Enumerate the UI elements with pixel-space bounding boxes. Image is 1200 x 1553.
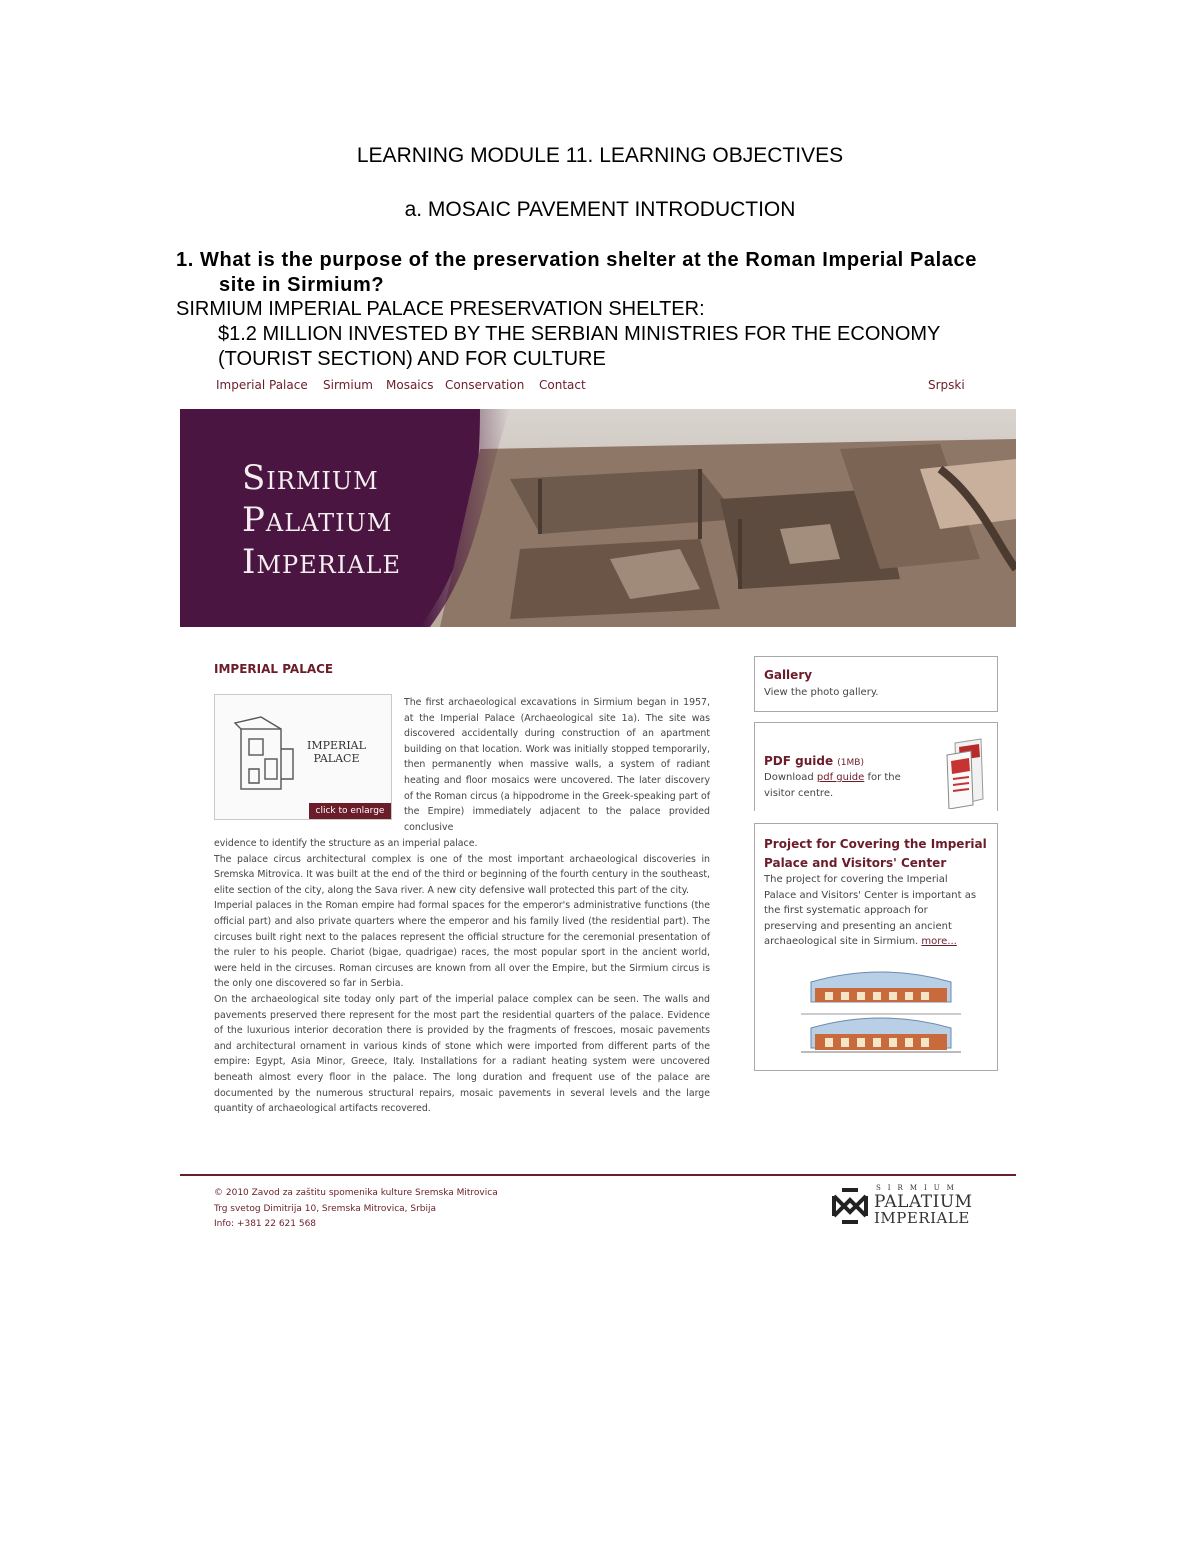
banner-title-line-1: Sirmium <box>242 458 379 498</box>
footer-info: Info: +381 22 621 568 <box>214 1219 317 1229</box>
pdf-text-line-2: visitor centre. <box>764 788 834 799</box>
pdf-guide-text <box>764 770 914 802</box>
shelter-heading: SIRMIUM IMPERIAL PALACE PRESERVATION SHELTER: <box>176 298 705 320</box>
article-heading: IMPERIAL PALACE <box>214 662 334 676</box>
pdf-text-before: Download <box>764 772 814 783</box>
gallery-title[interactable]: Gallery <box>764 668 813 682</box>
footer-copyright: © 2010 Zavod za zaštitu spomenika kulture Sremska Mitrovica <box>214 1188 498 1198</box>
knot-emblem-icon <box>830 1186 870 1226</box>
article-paragraph: Imperial palaces in the Roman empire had formal spaces for the emperor's administrative functions (the official part) and also private quarters where the emperor and his family lived (the residential part). The circuses built right next to the palaces represent the official structure for the ceremonial presentation of the ruler to his people. Chariot (bigae, quadrigae) races, the most popular sport in the ancient world, were held in the circuses. Roman circuses are known from all over the Empire, but the Sirmium circus is the only one discovered so far in Serbia. <box>214 900 710 990</box>
project-text-line: archaeological site in Sirmium. <box>764 936 919 947</box>
thumb-label-line-1: IMPERIAL <box>307 739 366 752</box>
site-navigation <box>216 378 966 398</box>
nav-conservation[interactable]: Conservation <box>445 378 525 392</box>
logo-imperiale: IMPERIALE <box>874 1209 970 1227</box>
project-text <box>764 872 990 950</box>
banner-title-line-2: Palatium <box>242 500 393 540</box>
logo-sirmium: SIRMIUM <box>876 1184 961 1192</box>
question <box>176 248 1016 298</box>
article-paragraph: evidence to identify the structure as an imperial palace. <box>214 838 478 849</box>
nav-mosaics[interactable]: Mosaics <box>386 378 434 392</box>
article-body <box>214 836 710 1117</box>
project-title[interactable] <box>764 835 987 873</box>
click-to-enlarge-button[interactable]: click to enlarge <box>309 803 391 819</box>
article-lead-paragraph: The first archaeological excavations in Sirmium began in 1957, at the Imperial Palace (Archaeological site 1a). The site was discovered accidentally during construction of an apartment building on that location. Work was initially stopped temporarily, then permanently when massive walls, a system of radiant heating and floor mosaics were uncovered. The later discovery of the Roman circus (a hippodrome in the Greek-speaking part of the Empire) immediately adjacent to the palace provided conclusive <box>404 697 710 833</box>
project-title-line-1[interactable]: Project for Covering the Imperial <box>764 837 987 851</box>
logo-palatium: PALATIUM <box>874 1192 973 1212</box>
site-banner <box>180 409 1016 627</box>
palace-plan-thumbnail[interactable] <box>214 694 392 820</box>
nav-sirmium[interactable]: Sirmium <box>323 378 373 392</box>
banner-title-line-3: Imperiale <box>242 542 402 582</box>
document-title: LEARNING MODULE 11. LEARNING OBJECTIVES <box>356 144 844 167</box>
footer-divider <box>180 1174 1016 1176</box>
footer-text <box>214 1186 498 1233</box>
project-text-line: preserving and presenting an ancient <box>764 920 952 932</box>
article-paragraph: The palace circus architectural complex is one of the most important archaeological discoveries in Sremska Mitrovica. It was built at the end of the third or beginning of the fourth century in the southeast, elite section of the city, along the Sava river. A new city defensive wall protected this part of the city. <box>214 853 710 896</box>
nav-contact[interactable]: Contact <box>539 378 586 392</box>
pdf-guide-link[interactable]: pdf guide <box>816 772 865 783</box>
question-line-2: site in Sirmium? <box>219 274 385 296</box>
pdf-guide-title <box>764 754 864 768</box>
palatium-logo <box>830 1184 973 1228</box>
article-paragraph: On the archaeological site today only part of the imperial palace complex can be seen. The walls and pavements preserved there represent for the most part the residential quarters of the palace. Evidence of the luxurious interior decoration there is provided by the fragments of frescoes, mosaic pavements and architectural ornament in various kinds of stone which were imported from different parts of the empire: Egypt, Asia Minor, Greece, Italy. Installations for a radiant heating system were uncovered beneath almost every floor in the palace. The long duration and frequent use of the palace are documented by the numerous structural repairs, mosaic pavements in several levels and the large quantity of archaeological artifacts recovered. <box>214 993 710 1115</box>
gallery-text: View the photo gallery. <box>764 687 879 698</box>
thumb-label-line-2: PALACE <box>313 752 360 765</box>
project-more-link[interactable]: more... <box>921 936 957 947</box>
pdf-text-after: for the <box>867 772 901 783</box>
project-text-line: the first systematic approach for <box>764 905 928 916</box>
pdf-size: (1MB) <box>837 758 864 768</box>
pdf-guide-label[interactable]: PDF guide <box>764 754 834 768</box>
question-line-1: 1. What is the purpose of the preservation shelter at the Roman Imperial Palace <box>176 249 977 271</box>
document-subtitle: a. MOSAIC PAVEMENT INTRODUCTION <box>404 198 796 221</box>
project-text-line: Palace and Visitors' Center is important as <box>764 889 977 901</box>
project-text-line: The project for covering the Imperial <box>764 874 948 885</box>
pdf-brochure-icon <box>941 737 987 809</box>
banner-title <box>242 457 401 583</box>
gallery-box[interactable] <box>754 656 998 712</box>
nav-imperial-palace[interactable]: Imperial Palace <box>216 378 308 392</box>
pdf-guide-box <box>754 722 998 811</box>
project-title-line-2[interactable]: Palace and Visitors' Center <box>764 856 947 870</box>
nav-language-srpski[interactable]: Srpski <box>928 378 965 392</box>
visitor-center-drawing <box>791 952 971 1062</box>
palace-plan-drawing <box>231 709 311 805</box>
footer-address: Trg svetog Dimitrija 10, Sremska Mitrovica, Srbija <box>214 1203 437 1214</box>
shelter-detail: $1.2 MILLION INVESTED BY THE SERBIAN MINISTRIES FOR THE ECONOMY (TOURIST SECTION) AND FOR CULTURE <box>218 323 941 370</box>
project-box <box>754 823 998 1071</box>
thumb-label <box>307 739 366 765</box>
